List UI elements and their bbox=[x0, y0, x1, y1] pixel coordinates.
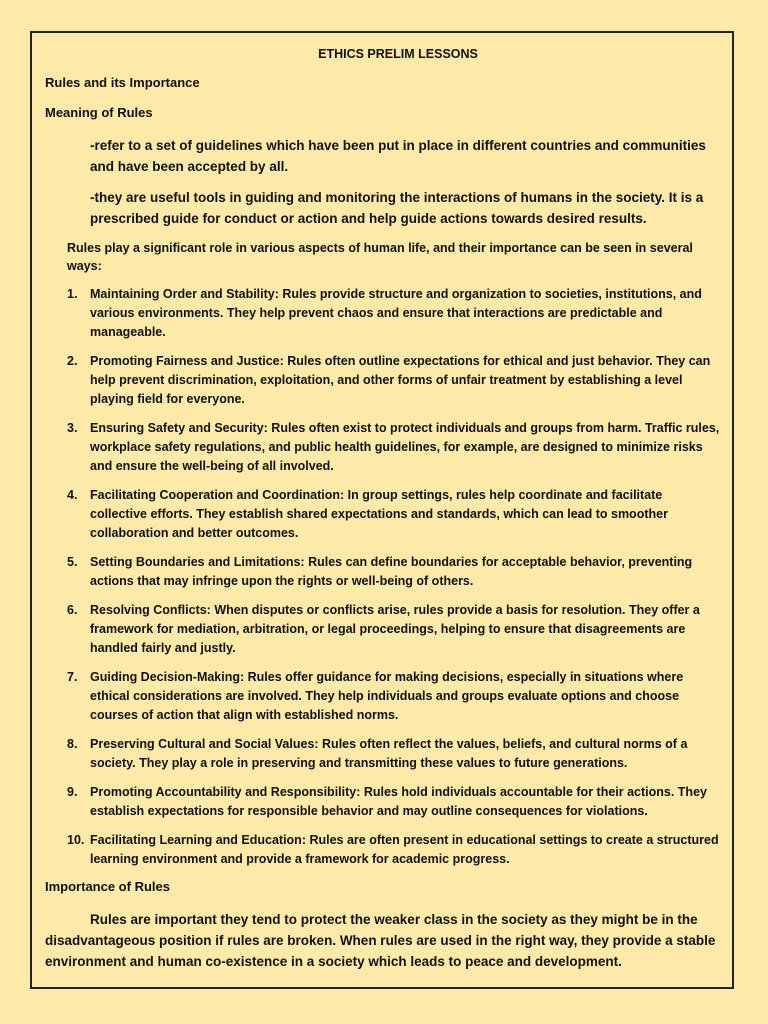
list-number: 8. bbox=[67, 737, 78, 751]
intro-paragraph: Rules play a significant role in various aspects of human life, and their importance can be seen in several ways: bbox=[67, 241, 693, 273]
list-item-text: Facilitating Cooperation and Coordination: In group settings, rules help coordinate and facilitate collective efforts. They establish shared expectations and standards, which can lead to smoother collaboration and better outcomes. bbox=[90, 488, 668, 540]
heading-importance-of-rules: Importance of Rules bbox=[45, 879, 170, 894]
list-item bbox=[45, 553, 721, 591]
list-number: 4. bbox=[67, 488, 78, 502]
document-title: ETHICS PRELIM LESSONS bbox=[318, 47, 478, 61]
list-item bbox=[45, 285, 721, 342]
meaning-paragraph: -refer to a set of guidelines which have been put in place in different countries and communities and have been accepted by all. bbox=[90, 138, 706, 174]
list-number: 9. bbox=[67, 785, 78, 799]
list-item bbox=[45, 486, 721, 543]
list-item bbox=[45, 783, 721, 821]
list-item-text: Maintaining Order and Stability: Rules provide structure and organization to societies, institutions, and various environments. They help prevent chaos and ensure that interactions are predictable and manageable. bbox=[90, 287, 702, 339]
list-number: 7. bbox=[67, 670, 78, 684]
list-item-text: Promoting Fairness and Justice: Rules often outline expectations for ethical and just behavior. They can help prevent discrimination, exploitation, and other forms of unfair treatment by establishing a level playing field for everyone. bbox=[90, 354, 711, 406]
meaning-paragraph: -they are useful tools in guiding and monitoring the interactions of humans in the society. It is a prescribed guide for conduct or action and help guide actions towards desired results. bbox=[90, 190, 704, 226]
list-item-text: Resolving Conflicts: When disputes or conflicts arise, rules provide a basis for resolution. They offer a framework for mediation, arbitration, or legal proceedings, helping to ensure that disagreements are handled fairly and justly. bbox=[90, 603, 700, 655]
list-item-text: Preserving Cultural and Social Values: Rules often reflect the values, beliefs, and cultural norms of a society. They play a role in preserving and transmitting these values to future generations. bbox=[90, 737, 688, 770]
list-number: 2. bbox=[67, 354, 78, 368]
list-number: 1. bbox=[67, 287, 78, 301]
list-item-text: Facilitating Learning and Education: Rules are often present in educational settings to create a structured learning environment and provide a framework for academic progress. bbox=[90, 833, 719, 866]
list-number: 3. bbox=[67, 421, 78, 435]
document-content bbox=[45, 47, 721, 972]
importance-list bbox=[45, 285, 721, 869]
list-item bbox=[45, 419, 721, 476]
list-number: 10. bbox=[67, 833, 85, 847]
list-item-text: Setting Boundaries and Limitations: Rules can define boundaries for acceptable behavior, preventing actions that may infringe upon the rights or well-being of others. bbox=[90, 555, 693, 588]
closing-paragraph: Rules are important they tend to protect the weaker class in the society as they might be in the disadvantageous position if rules are broken. When rules are used in the right way, they provide a stable environment and human co-existence in a society which leads to peace and development. bbox=[45, 912, 716, 969]
list-item-text: Promoting Accountability and Responsibility: Rules hold individuals accountable for their actions. They establish expectations for responsible behavior and may outline consequences for violations. bbox=[90, 785, 707, 818]
heading-meaning-of-rules: Meaning of Rules bbox=[45, 105, 153, 120]
list-item bbox=[45, 735, 721, 773]
list-item bbox=[45, 352, 721, 409]
list-item bbox=[45, 601, 721, 658]
heading-rules-importance: Rules and its Importance bbox=[45, 75, 200, 90]
list-number: 5. bbox=[67, 555, 78, 569]
list-item-text: Guiding Decision-Making: Rules offer guidance for making decisions, especially in situations where ethical considerations are involved. They help individuals and groups evaluate options and choose courses of action that align with established norms. bbox=[90, 670, 684, 722]
list-item-text: Ensuring Safety and Security: Rules often exist to protect individuals and groups from harm. Traffic rules, workplace safety regulations, and public health guidelines, for example, are designed to minimize risks and ensure the well-being of all involved. bbox=[90, 421, 720, 473]
list-item bbox=[45, 668, 721, 725]
list-number: 6. bbox=[67, 603, 78, 617]
list-item bbox=[45, 831, 721, 869]
